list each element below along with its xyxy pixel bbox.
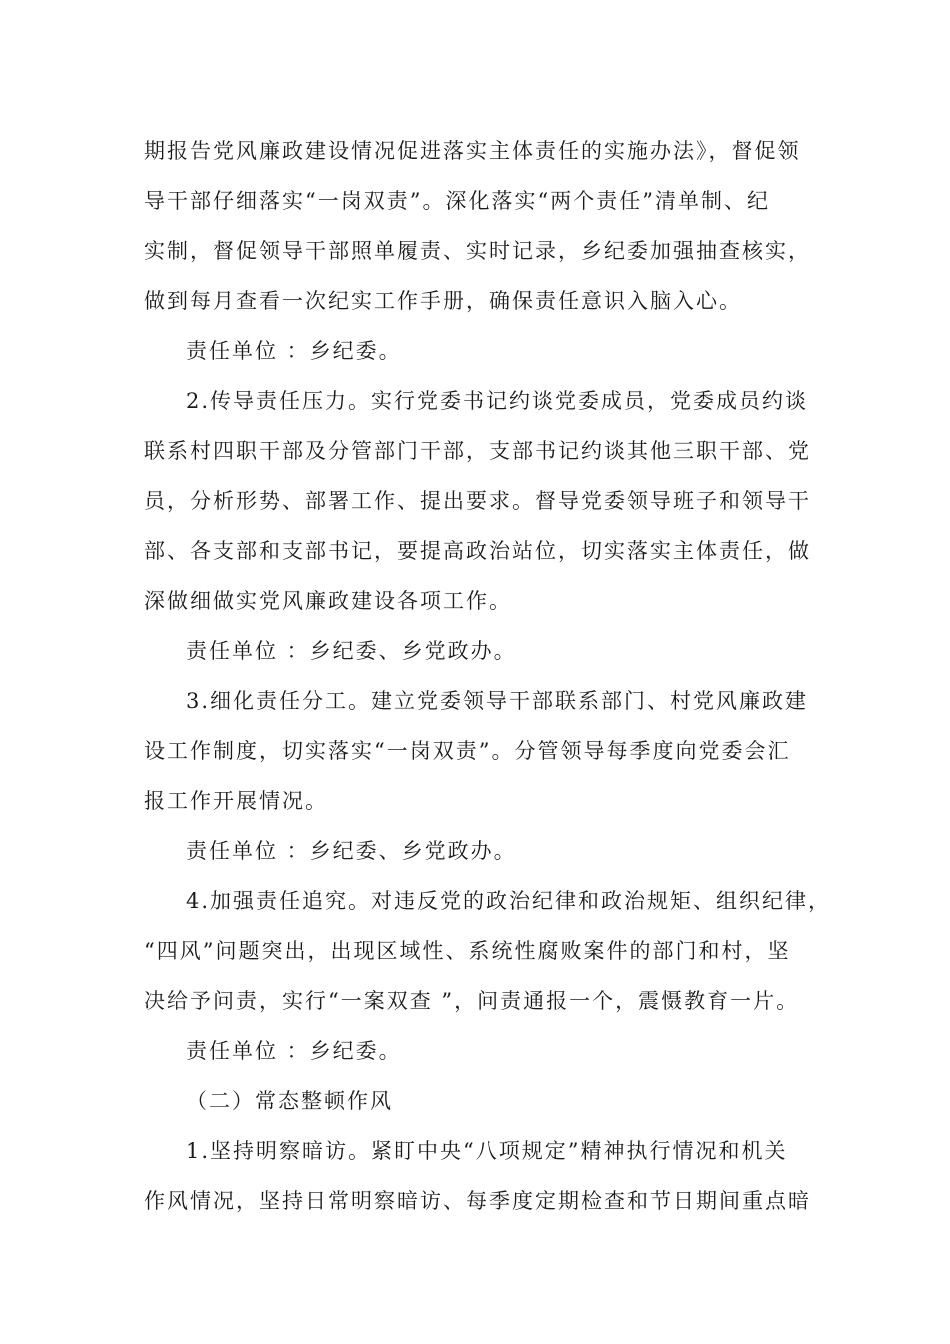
text-line: 决给予问责，实行“一案双查 ”，问责通报一个，震慑教育一片。 [144,989,800,1013]
item-heading-line: 2.传导责任压力。实行党委书记约谈党委成员，党委成员约谈 [186,389,809,413]
section-heading: （二）常态整顿作风 [186,1089,393,1113]
text-line: 作风情况，坚持日常明察暗访、每季度定期检查和节日期间重点暗 [144,1189,811,1213]
text-line: 部、各支部和支部书记，要提高政治站位，切实落实主体责任，做 [144,539,811,563]
text-line: 报工作开展情况。 [144,789,328,813]
text-line: 导干部仔细落实“一岗双责”。深化落实“两个责任”清单制、纪 [144,189,770,213]
responsible-unit-line: 责任单位 ：乡纪委、乡党政办。 [186,639,517,663]
item-heading-line: 3.细化责任分工。建立党委领导干部联系部门、村党风廉政建 [186,689,809,713]
item-heading-line: 1.坚持明察暗访。紧盯中央“八项规定”精神执行情况和机关 [186,1139,788,1163]
text-line: 设工作制度，切实落实“一岗双责”。分管领导每季度向党委会汇 [144,739,791,763]
text-line: 联系村四职干部及分管部门干部，支部书记约谈其他三职干部、党 [144,439,811,463]
responsible-unit-line: 责任单位 ：乡纪委。 [186,339,402,363]
responsible-unit-line: 责任单位 ：乡纪委、乡党政办。 [186,839,517,863]
text-line: 实制，督促领导干部照单履责、实时记录，乡纪委加强抽查核实， [144,239,811,263]
item-heading-line: 4.加强责任追究。对违反党的政治纪律和政治规矩、组织纪律， [186,889,832,913]
responsible-unit-line: 责任单位 ：乡纪委。 [186,1039,402,1063]
text-line: 期报告党风廉政建设情况促进落实主体责任的实施办法》，督促领 [144,139,801,163]
text-line: 深做细做实党风廉政建设各项工作。 [144,589,512,613]
text-line: “四风”问题突出，出现区域性、系统性腐败案件的部门和村，坚 [144,939,791,963]
text-line: 做到每月查看一次纪实工作手册，确保责任意识入脑入心。 [144,289,742,313]
text-line: 员，分析形势、部署工作、提出要求。督导党委领导班子和领导干 [144,489,811,513]
